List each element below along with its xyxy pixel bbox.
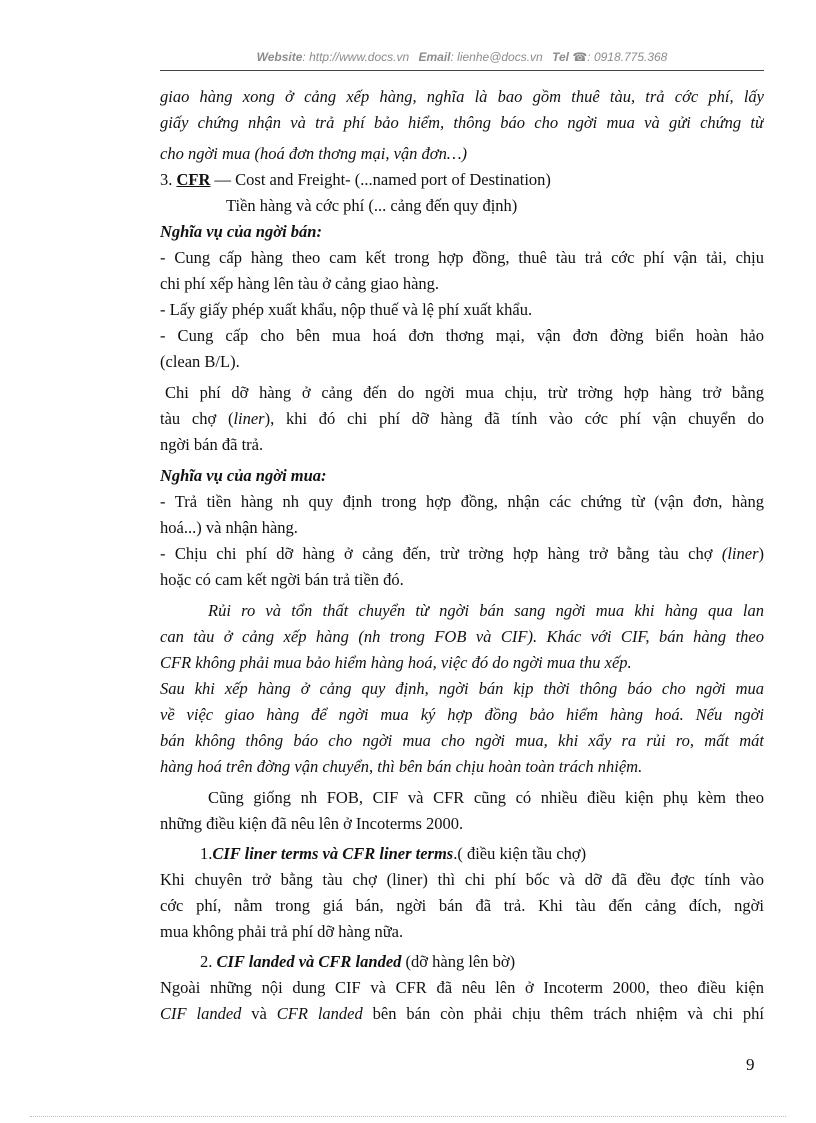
tel-value: : 0918.775.368 <box>587 50 668 64</box>
website-label: Website <box>256 50 303 64</box>
buyer-heading: Nghĩa vụ của ngời mua: <box>160 466 327 485</box>
text-run-italic: CFR landed <box>276 1004 363 1023</box>
text-line: hàng hoá trên đờng vận chuyển, thì bên bán chịu hoàn toàn trách nhiệm. <box>160 757 643 776</box>
text-line: - Lấy giấy phép xuất khẩu, nộp thuế và lệ phí xuất khẩu. <box>160 300 533 319</box>
page-header <box>160 50 764 64</box>
text-line: - Cung cấp cho bên mua hoá đơn thơng mại, vận đơn đờng biển hoàn hảo <box>160 326 764 345</box>
text-line: hoá...) và nhận hàng. <box>160 518 298 537</box>
text-line: giao hàng xong ở cảng xếp hàng, nghĩa là bao gồm thuê tàu, trả cớc phí, lấy <box>160 87 764 106</box>
text-line: Sau khi xếp hàng ở cảng quy định, ngời bán kịp thời thông báo cho ngời mua <box>160 679 764 698</box>
email-label: Email <box>418 50 451 64</box>
text-run-italic: (liner <box>721 544 759 563</box>
text-run-italic: CIF landed <box>160 1004 242 1023</box>
section-abbr: CFR <box>176 170 211 189</box>
text-line: - Cung cấp hàng theo cam kết trong hợp đồng, thuê tàu trả cớc phí vận tải, chịu <box>160 248 764 267</box>
text-line: ngời bán đã trả. <box>160 435 264 454</box>
section-3-title <box>160 167 764 193</box>
text-line: cho ngời mua (hoá đơn thơng mại, vận đơn…) <box>160 144 467 163</box>
text-line: hoặc có cam kết ngời bán trả tiền đó. <box>160 570 404 589</box>
text-line: về việc giao hàng để ngời mua ký hợp đồng bảo hiểm hàng hoá. Nếu ngời <box>160 705 764 724</box>
phone-icon: ☎ <box>572 50 588 64</box>
text-line <box>160 1001 764 1027</box>
text-run: tàu chợ ( <box>160 409 234 428</box>
subsection-number: 1. <box>200 844 213 863</box>
email-value: : lienhe@docs.vn <box>450 50 543 64</box>
text-line: Chi phí dỡ hàng ở cảng đến do ngời mua chịu, trừ trờng hợp hàng trở bằng <box>165 383 764 402</box>
text-line: bán không thông báo cho ngời mua cho ngời mua, khi xẩy ra rủi ro, mất mát <box>160 731 764 750</box>
website-value: : http://www.docs.vn <box>302 50 410 64</box>
text-run: ), khi đó chi phí dỡ hàng đã tính vào cớc phí vận chuyển do <box>264 409 764 428</box>
page-number: 9 <box>746 1055 755 1074</box>
text-line: (clean B/L). <box>160 352 240 371</box>
text-line: cớc phí, nằm trong giá bán, ngời bán đã trả. Khi tàu đến cảng đích, ngời <box>160 896 764 915</box>
text-line: - Trả tiền hàng nh quy định trong hợp đồng, nhận các chứng từ (vận đơn, hàng <box>160 492 764 511</box>
text-line: Ngoài những nội dung CIF và CFR đã nêu lên ở Incoterm 2000, theo điều kiện <box>160 978 764 997</box>
text-line: CFR không phải mua bảo hiểm hàng hoá, việc đó do ngời mua thu xếp. <box>160 653 632 672</box>
seller-heading: Nghĩa vụ của ngời bán: <box>160 222 322 241</box>
document-body <box>160 84 764 1027</box>
text-run-italic: liner <box>233 409 265 428</box>
text-run: - Chịu chi phí dỡ hàng ở cảng đến, trừ trờng hợp hàng trở bằng tàu chợ <box>160 544 722 563</box>
text-run: ) <box>758 544 764 563</box>
text-line: những điều kiện đã nêu lên ở Incoterms 2000. <box>160 814 464 833</box>
subsection-title-rest: (dỡ hàng lên bờ) <box>401 952 516 971</box>
text-line: can tàu ở cảng xếp hàng (nh trong FOB và CIF). Khác với CIF, bán hàng theo <box>160 627 764 646</box>
subsection-1-title <box>160 841 764 867</box>
text-line: Rủi ro và tổn thất chuyển từ ngời bán sang ngời mua khi hàng qua lan <box>208 601 764 620</box>
tel-label: Tel <box>552 50 569 64</box>
section-title-rest: — Cost and Freight- (...named port of Destination) <box>210 170 551 189</box>
text-run: và <box>241 1004 277 1023</box>
section-number: 3. <box>160 170 173 189</box>
text-line: giấy chứng nhận và trả phí bảo hiểm, thông báo cho ngời mua và gửi chứng từ <box>160 113 764 132</box>
footer-rule <box>30 1116 786 1117</box>
text-run: bên bán còn phải chịu thêm trách nhiệm và chi phí <box>362 1004 764 1023</box>
section-subtitle: Tiền hàng và cớc phí (... cảng đến quy định) <box>226 196 518 215</box>
text-line: Cũng giống nh FOB, CIF và CFR cũng có nhiều điều kiện phụ kèm theo <box>208 788 764 807</box>
text-line: Khi chuyên trở bằng tàu chợ (liner) thì chi phí bốc và dỡ đã đều đợc tính vào <box>160 870 764 889</box>
header-rule <box>160 70 764 71</box>
subsection-title-term: CIF landed và CFR landed <box>216 952 402 971</box>
text-line: chi phí xếp hàng lên tàu ở cảng giao hàng. <box>160 274 440 293</box>
subsection-number: 2. <box>200 952 213 971</box>
subsection-title-rest: .( điều kiện tầu chợ) <box>453 844 587 863</box>
text-line <box>160 406 764 432</box>
text-line: mua không phải trả phí dỡ hàng nữa. <box>160 922 404 941</box>
text-line <box>160 541 764 567</box>
subsection-title-term: CIF liner terms và CFR liner terms <box>212 844 454 863</box>
subsection-2-title <box>160 949 764 975</box>
